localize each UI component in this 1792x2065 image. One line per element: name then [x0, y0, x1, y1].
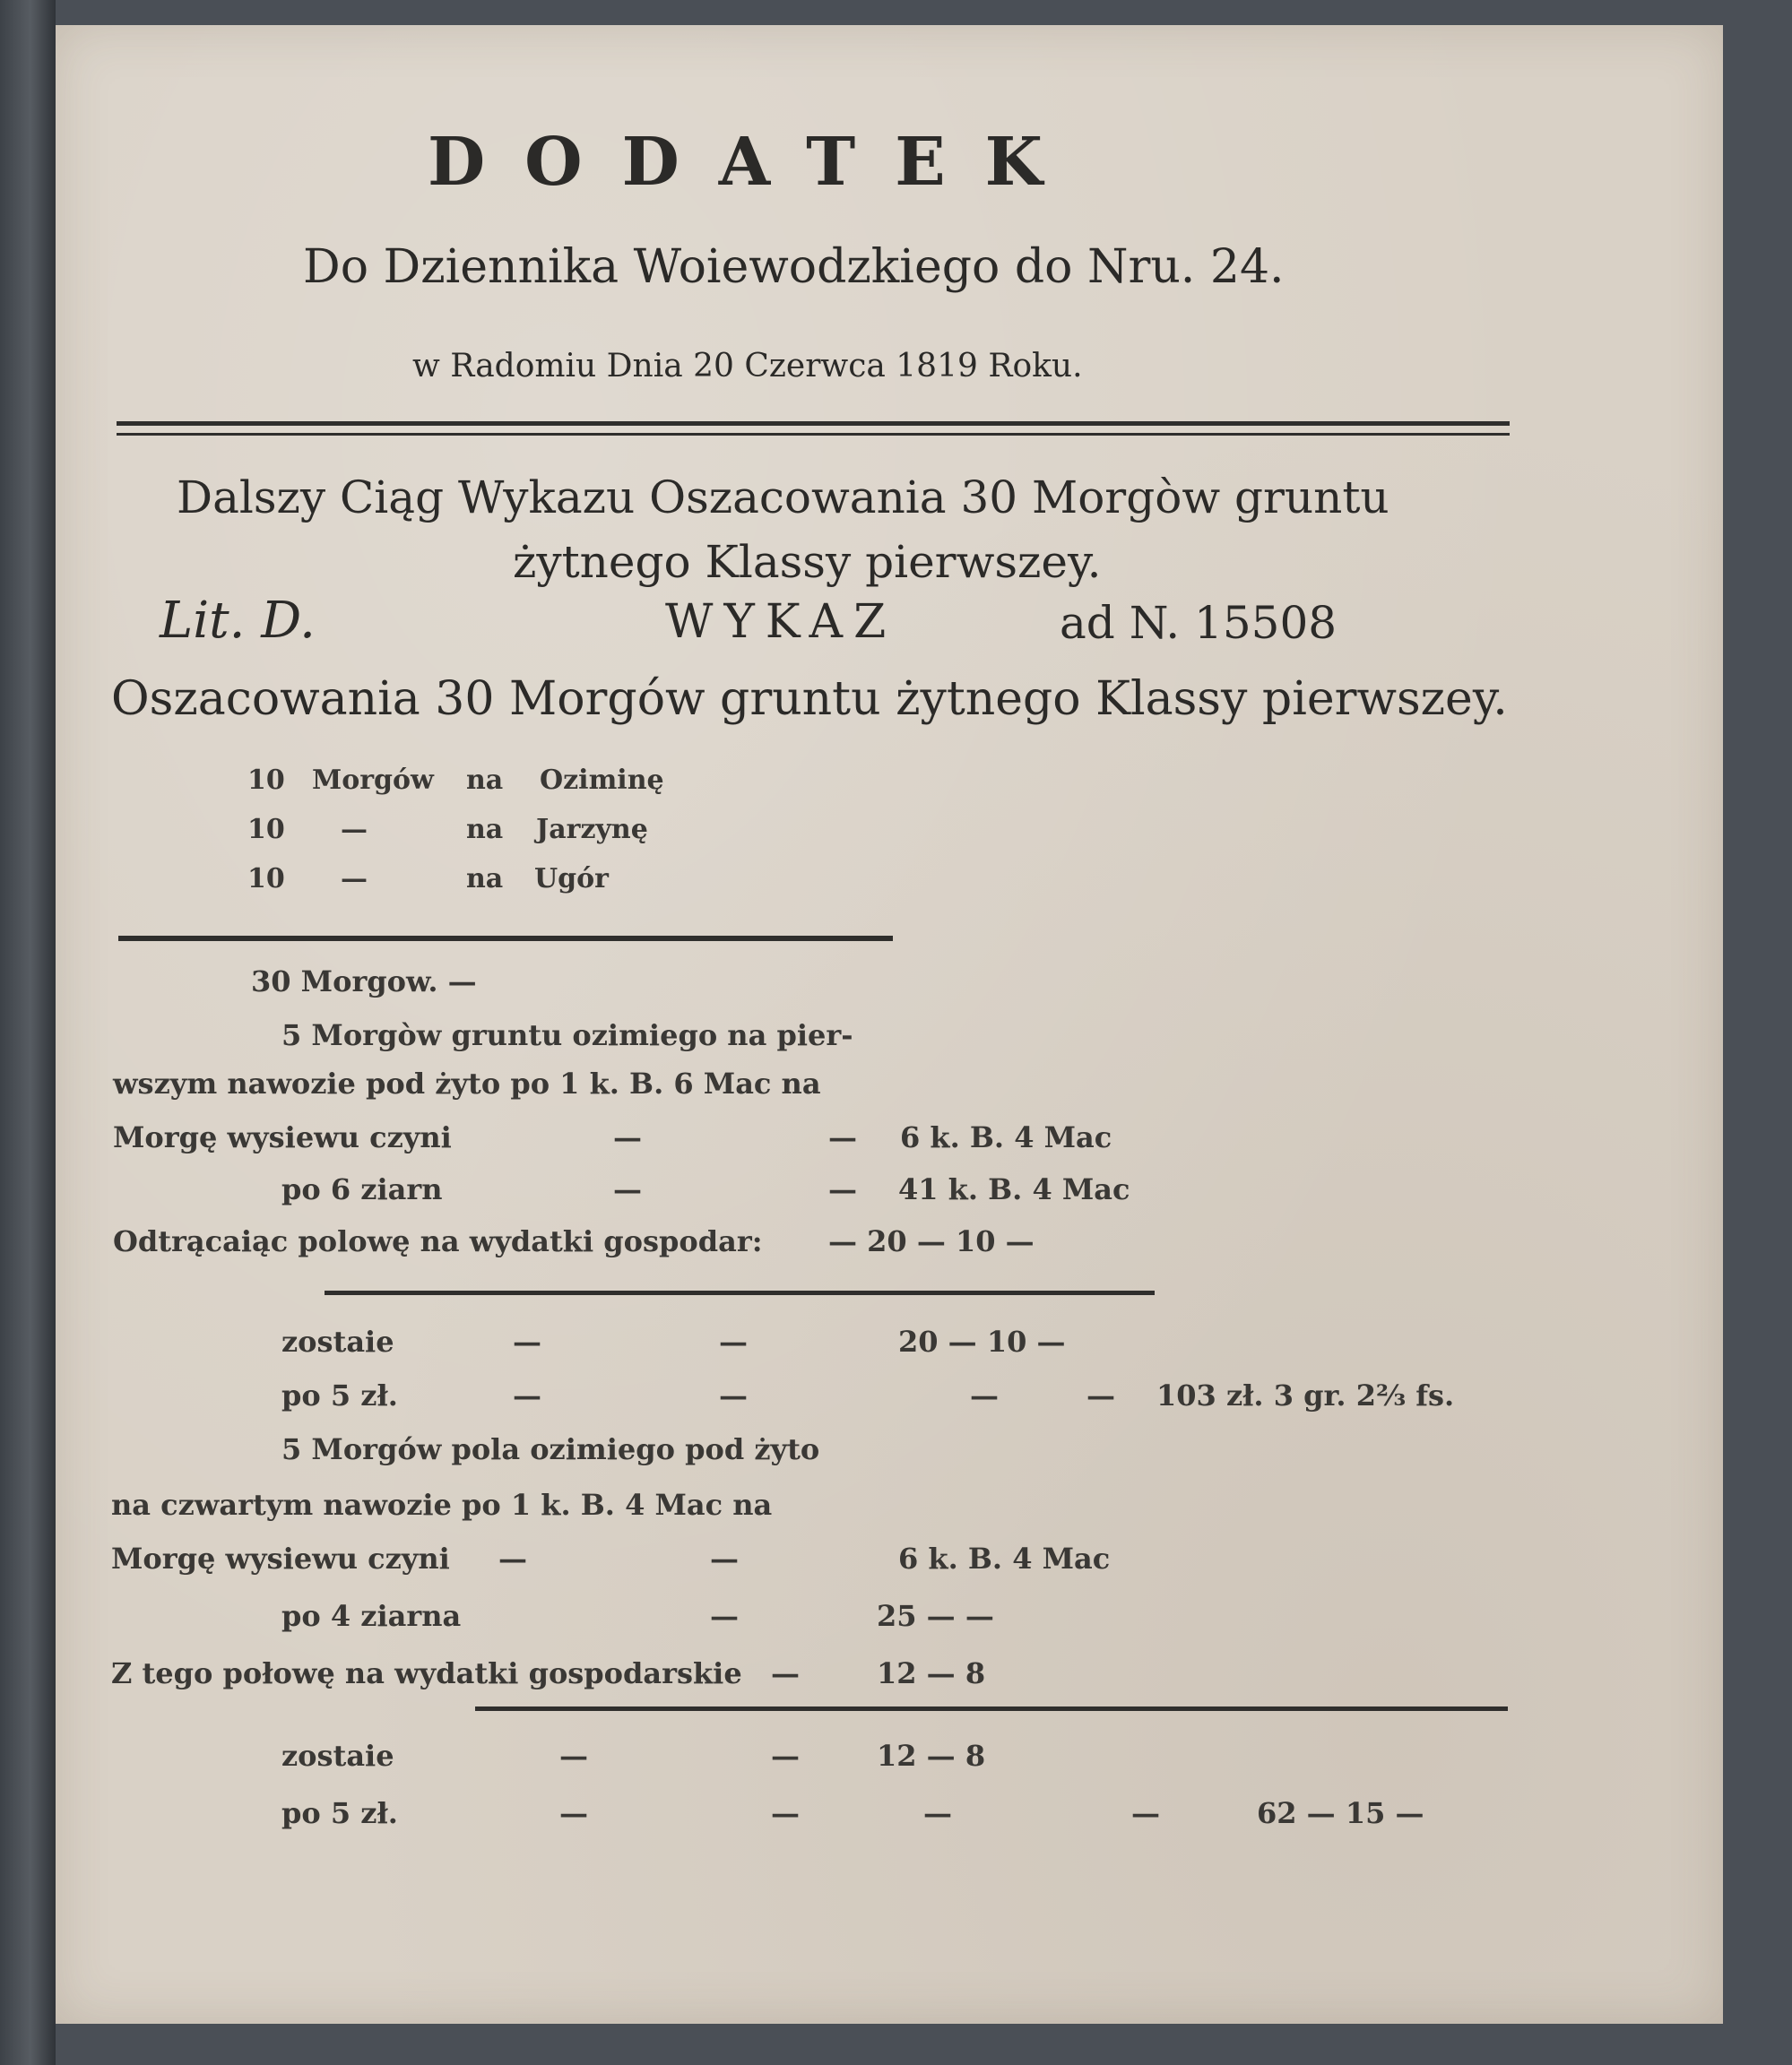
block1-line4-dash2: — [828, 1172, 857, 1206]
estimate-description: Oszacowania 30 Morgów gruntu żytnego Klassy pierwszey. [111, 672, 1508, 726]
allocation-use-2: Jarzynę [536, 814, 648, 845]
block2-remaining-value: 12 — 8 [877, 1739, 986, 1773]
block2-line4-dash1: — [710, 1599, 739, 1633]
block2-line2: na czwartym nawozie po 1 k. B. 4 Mac na [111, 1488, 773, 1522]
block2-price-label: po 5 zł. [281, 1796, 398, 1830]
block1-line1: 5 Morgòw gruntu ozimiego na pier- [281, 1018, 853, 1052]
subtitle: Do Dziennika Woiewodzkiego do Nru. 24. [303, 240, 1285, 294]
allocation-unit-1: Morgów [312, 765, 434, 796]
wykaz-heading: WYKAZ [665, 595, 897, 649]
block1-remaining-dash1: — [513, 1325, 541, 1359]
block2-rule [475, 1706, 1508, 1711]
book-binding [0, 0, 56, 2065]
block1-remaining-dash2: — [719, 1325, 748, 1359]
block2-price-value: 62 — 15 — [1257, 1796, 1424, 1830]
allocation-qty-2: 10 [247, 814, 285, 845]
block2-remaining-dash2: — [771, 1739, 800, 1773]
ad-number: ad N. 15508 [1060, 597, 1338, 649]
block1-line4-value: 41 k. B. 4 Mac [898, 1172, 1130, 1206]
block1-line3-dash2: — [828, 1120, 857, 1154]
lit-label: Lit. D. [160, 592, 316, 650]
allocation-prep-3: na [466, 863, 504, 894]
block2-line4-value: 25 — — [877, 1599, 994, 1633]
block2-line4-label: po 4 ziarna [281, 1599, 462, 1633]
block2-line5-label: Z tego połowę na wydatki gospodarskie [111, 1656, 742, 1690]
block2-line5-value: 12 — 8 [877, 1656, 986, 1690]
dateline: w Radomiu Dnia 20 Czerwca 1819 Roku. [412, 348, 1083, 384]
block2-remaining-dash1: — [559, 1739, 588, 1773]
block1-line3-value: 6 k. B. 4 Mac [900, 1120, 1112, 1154]
allocation-qty-1: 10 [247, 765, 285, 796]
block2-line3-dash2: — [710, 1542, 739, 1576]
block1-line5-value: — 20 — 10 — [828, 1224, 1035, 1258]
block1-line4-dash1: — [613, 1172, 642, 1206]
header-rule-top [117, 421, 1510, 426]
block1-line4-label: po 6 ziarn [281, 1172, 443, 1206]
allocation-unit-2: — [341, 814, 368, 845]
block2-price-dash4: — [1131, 1796, 1160, 1830]
block1-remaining-value: 20 — 10 — [898, 1325, 1066, 1359]
block2-remaining-label: zostaie [281, 1739, 394, 1773]
allocation-prep-2: na [466, 814, 504, 845]
block1-remaining-label: zostaie [281, 1325, 394, 1359]
block1-line3-label: Morgę wysiewu czyni [113, 1120, 452, 1154]
block1-line5-label: Odtrącaiąc polowę na wydatki gospodar: [113, 1224, 763, 1258]
block2-line1: 5 Morgów pola ozimiego pod żyto [281, 1432, 820, 1466]
section-heading-line2: żytnego Klassy pierwszey. [513, 536, 1102, 588]
block2-line3-dash1: — [498, 1542, 527, 1576]
document-page [56, 25, 1723, 2024]
allocation-prep-1: na [466, 765, 504, 796]
block2-price-dash3: — [923, 1796, 952, 1830]
block1-price-dash4: — [1086, 1378, 1115, 1413]
allocation-unit-3: — [341, 863, 368, 894]
block1-price-dash1: — [513, 1378, 541, 1413]
block1-rule [325, 1291, 1155, 1295]
header-rule-bottom [117, 433, 1510, 436]
block2-line5-dash1: — [771, 1656, 800, 1690]
allocation-use-1: Oziminę [540, 765, 664, 796]
allocation-qty-3: 10 [247, 863, 285, 894]
block1-line3-dash1: — [613, 1120, 642, 1154]
allocation-rule [118, 936, 893, 941]
section-heading-line1: Dalszy Ciąg Wykazu Oszacowania 30 Morgòw gruntu [177, 471, 1389, 523]
block1-price-dash3: — [970, 1378, 999, 1413]
block2-price-dash1: — [559, 1796, 588, 1830]
block2-price-dash2: — [771, 1796, 800, 1830]
allocation-use-3: Ugór [534, 863, 609, 894]
block1-price-value: 103 zł. 3 gr. 2⅔ fs. [1156, 1378, 1455, 1413]
page-title: DODATEK [428, 124, 1082, 201]
block2-line3-label: Morgę wysiewu czyni [111, 1542, 450, 1576]
total-morgs: 30 Morgow. — [251, 964, 477, 998]
block1-price-label: po 5 zł. [281, 1378, 398, 1413]
block1-line2: wszym nawozie pod żyto po 1 k. B. 6 Mac na [113, 1067, 821, 1101]
block1-price-dash2: — [719, 1378, 748, 1413]
block2-line3-value: 6 k. B. 4 Mac [898, 1542, 1111, 1576]
